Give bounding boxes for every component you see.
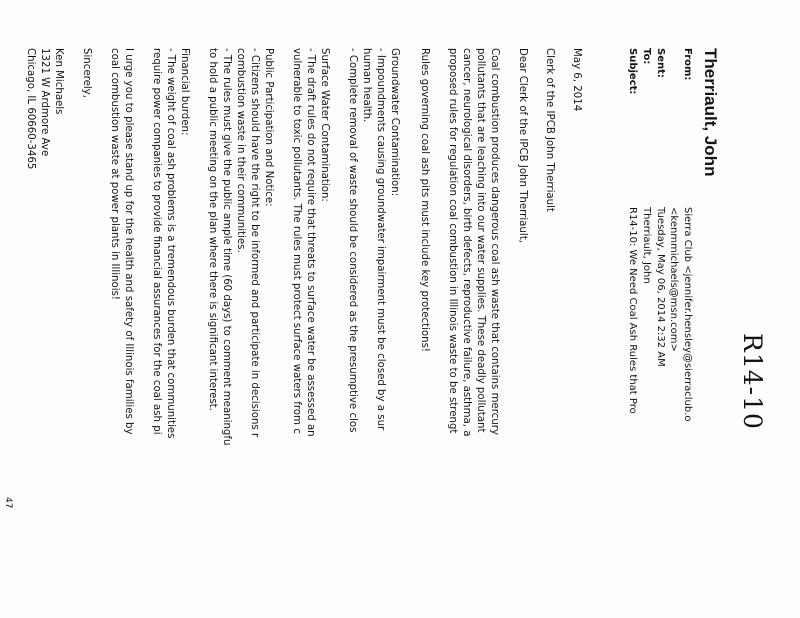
header-label: To: <box>641 48 652 65</box>
body-line: cancer, neurological disorders, birth defects, reproductive failure, asthma, a <box>461 48 472 437</box>
body-line: Groundwater Contamination: <box>389 48 400 197</box>
body-line: Coal combustion produces dangerous coal ash waste that contains mercury <box>489 48 500 435</box>
body-line: Public Participation and Notice: <box>263 48 274 207</box>
body-line: Dear Clerk of the IPCB John Therriault, <box>517 48 528 243</box>
body-line: coal combustion waste at power plants in Illinois! <box>109 48 120 300</box>
body-line: Rules governing coal ash pits must include key protections! <box>419 48 430 352</box>
body-line: May 6, 2014 <box>571 48 582 112</box>
page-number: 47 <box>3 497 13 509</box>
body-line: proposed rules for regulation coal combustion in Illinois waste to be strengt <box>447 48 458 434</box>
header-value: Tuesday, May 06, 2014 2:32 AM <box>655 207 666 367</box>
body-line: combustion waste in their communities. <box>235 48 246 253</box>
body-line: - The draft rules do not require that threats to surface water be assessed an <box>305 48 316 437</box>
header-label: From: <box>682 48 693 81</box>
header-label: Subject: <box>627 48 638 95</box>
header-value: R14-10: We Need Coal Ash Rules that Pro <box>627 207 638 414</box>
header-value: Therriault, John <box>641 207 652 284</box>
body-line: - Impoundments causing groundwater impairment must be closed by a sur <box>375 48 386 431</box>
header-value: Sierra Club <jennifer.hensley@sierraclub.o <box>682 207 693 422</box>
sender-name-heading: Therriault, John <box>701 48 720 177</box>
header-label: Sent: <box>655 48 666 78</box>
body-line: Chicago, IL 60660-3465 <box>25 48 36 170</box>
body-line: Ken Michaels <box>53 48 64 115</box>
body-line: Sincerely, <box>81 48 92 98</box>
body-line: Surface Water Contamination: <box>319 48 330 202</box>
body-line: vulnerable to toxic pollutants. The rules must protect surface waters from c <box>291 48 302 434</box>
docket-stamp: R14-10 <box>738 333 767 430</box>
header-value: <kenmmichaels@msn.com> <box>668 207 679 352</box>
body-line: - The rules must give the public ample time (60 days) to comment meaningfu <box>221 48 232 446</box>
body-line: pollutants that are leaching into our water supplies. These deadly pollutant <box>475 48 486 433</box>
body-line: - Citizens should have the right to be informed and participate in decisions r <box>249 48 260 438</box>
body-line: human health. <box>361 48 372 123</box>
body-line: Clerk of the IPCB John Therriault <box>544 48 555 212</box>
body-line: - Complete removal of waste should be considered as the presumptive clos <box>347 48 358 433</box>
body-line: 1321 W Ardmore Ave <box>39 48 50 157</box>
body-line: require power companies to provide financial assurances for the coal ash pi <box>151 48 162 435</box>
body-line: Financial burden: <box>179 48 190 136</box>
body-line: I urge you to please stand up for the health and safety of Illinois families by <box>123 48 134 435</box>
body-line: - The weight of coal ash problems is a tremendous burden that communities <box>165 48 176 439</box>
body-line: to hold a public meeting on the plan where there is significant interest. <box>207 48 218 411</box>
